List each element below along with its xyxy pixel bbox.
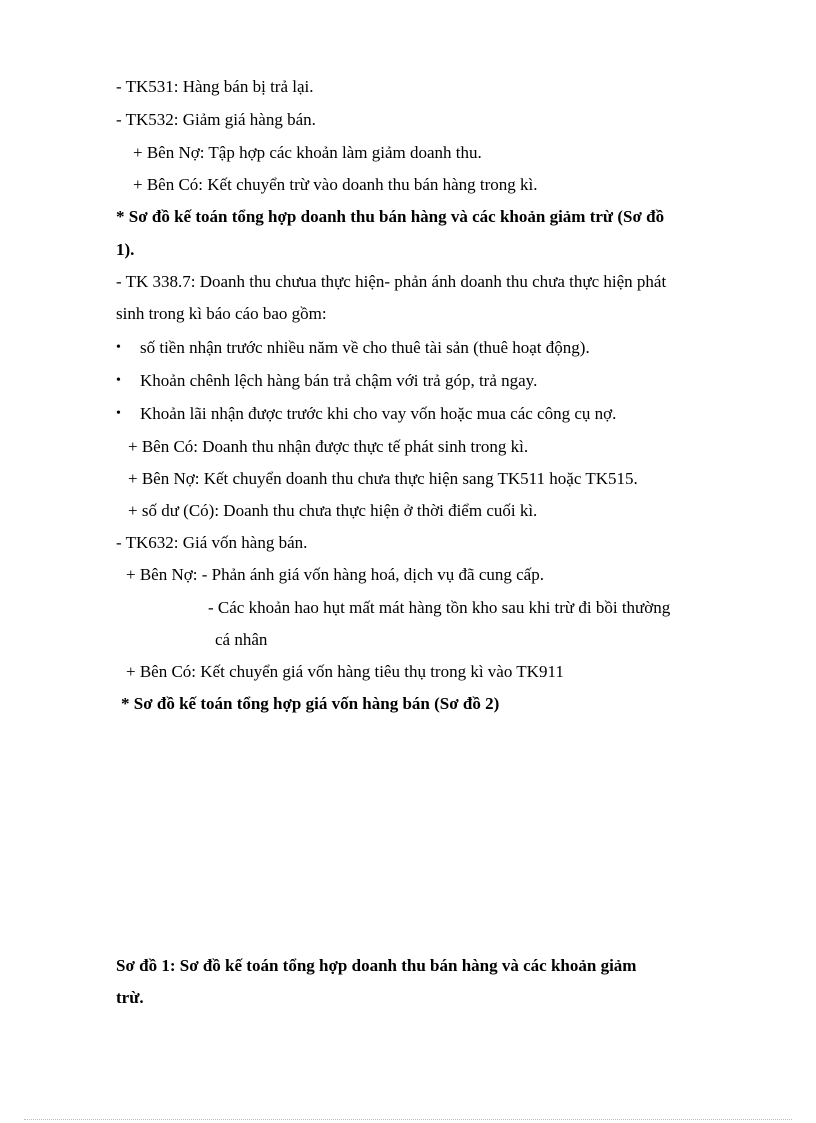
list-item-prepaid-rent: số tiền nhận trước nhiều năm về cho thuê tài sản (thuê hoạt động). bbox=[140, 338, 590, 357]
text-line-tk632-credit: + Bên Có: Kết chuyển giá vốn hàng tiêu thụ trong kì vào TK911 bbox=[126, 662, 564, 681]
text-line-tk532-credit: + Bên Có: Kết chuyển trừ vào doanh thu bán hàng trong kì. bbox=[133, 175, 538, 194]
diagram-1-caption-cont: trừ. bbox=[116, 988, 144, 1007]
text-line-tk632-debit-2: - Các khoản hao hụt mất mát hàng tồn kho sau khi trừ đi bồi thường bbox=[208, 598, 671, 617]
list-item-prepaid-interest: Khoản lãi nhận được trước khi cho vay vốn hoặc mua các công cụ nợ. bbox=[140, 404, 617, 423]
text-line-tk3387-debit: + Bên Nợ: Kết chuyển doanh thu chưa thực hiện sang TK511 hoặc TK515. bbox=[128, 469, 638, 488]
bullet-icon: • bbox=[116, 340, 121, 355]
text-line-tk3387: - TK 338.7: Doanh thu chưua thực hiện- phản ánh doanh thu chưa thực hiện phát bbox=[116, 272, 667, 291]
text-line-tk3387-cont: sinh trong kì báo cáo bao gồm: bbox=[116, 304, 327, 323]
text-line-tk632-debit-2-cont: cá nhân bbox=[215, 630, 268, 649]
heading-diagram-2-ref: * Sơ đồ kế toán tổng hợp giá vốn hàng bán (Sơ đồ 2) bbox=[121, 694, 500, 713]
text-line-tk532: - TK532: Giảm giá hàng bán. bbox=[116, 110, 316, 129]
text-line-tk3387-balance: + số dư (Có): Doanh thu chưa thực hiện ở thời điểm cuối kì. bbox=[128, 501, 538, 520]
diagram-1-caption: Sơ đồ 1: Sơ đồ kế toán tổng hợp doanh thu bán hàng và các khoản giảm bbox=[116, 956, 637, 975]
text-line-tk531: - TK531: Hàng bán bị trả lại. bbox=[116, 77, 314, 96]
text-line-tk632: - TK632: Giá vốn hàng bán. bbox=[116, 533, 308, 552]
text-line-tk3387-credit: + Bên Có: Doanh thu nhận được thực tế phát sinh trong kì. bbox=[128, 437, 529, 456]
heading-diagram-1-ref: * Sơ đồ kế toán tổng hợp doanh thu bán hàng và các khoản giảm trừ (Sơ đồ bbox=[116, 207, 665, 226]
bullet-icon: • bbox=[116, 406, 121, 421]
heading-diagram-1-ref-cont: 1). bbox=[116, 240, 135, 259]
text-line-tk532-debit: + Bên Nợ: Tập hợp các khoản làm giảm doanh thu. bbox=[133, 143, 482, 162]
bullet-icon: • bbox=[116, 373, 121, 388]
text-line-tk632-debit: + Bên Nợ: - Phản ánh giá vốn hàng hoá, dịch vụ đã cung cấp. bbox=[126, 565, 544, 584]
page-bottom-border bbox=[24, 1119, 792, 1120]
list-item-installment-diff: Khoản chênh lệch hàng bán trả chậm với trả góp, trả ngay. bbox=[140, 371, 538, 390]
